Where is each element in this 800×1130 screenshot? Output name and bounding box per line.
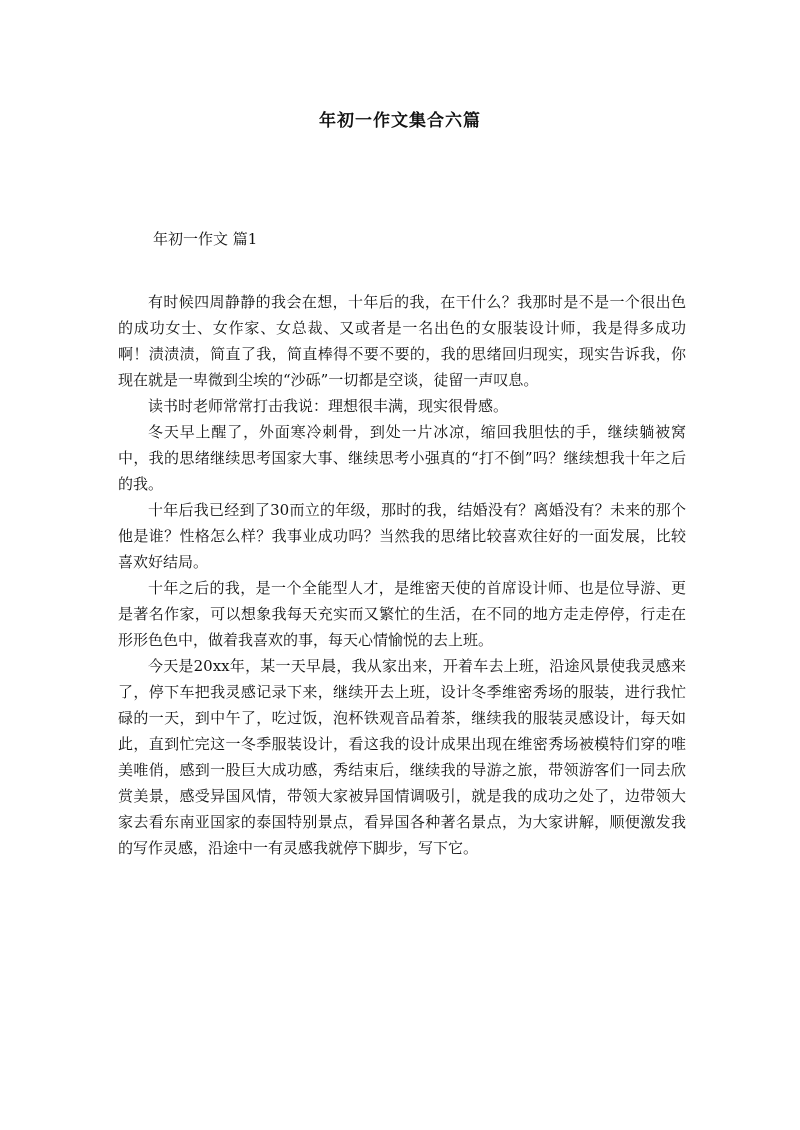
article-body (118, 289, 686, 861)
paragraph: 十年后我已经到了30而立的年级，那时的我，结婚没有？离婚没有？未来的那个他是谁？性格怎么样？我事业成功吗？当然我的思绪比较喜欢往好的一面发展，比较喜欢好结局。 (118, 501, 686, 571)
paragraph: 冬天早上醒了，外面寒冷刺骨，到处一片冰凉，缩回我胆怯的手，继续躺被窝中，我的思绪继续思考国家大事、继续思考小强真的“打不倒”吗？继续想我十年之后的我。 (118, 423, 686, 493)
paragraph: 十年之后的我，是一个全能型人才，是维密天使的首席设计师、也是位导游、更是著名作家，可以想象我每天充实而又繁忙的生活，在不同的地方走走停停，行走在形形色色中，做着我喜欢的事，每天心情愉悦的去上班。 (118, 579, 686, 649)
paragraph: 读书时老师常常打击我说：理想很丰满，现实很骨感。 (148, 397, 509, 415)
section-heading: 年初一作文 篇1 (153, 230, 258, 248)
page-title: 年初一作文集合六篇 (319, 111, 481, 131)
paragraph: 今天是20xx年，某一天早晨，我从家出来，开着车去上班，沿途风景使我灵感来了，停下车把我灵感记录下来，继续开去上班，设计冬季维密秀场的服装，进行我忙碌的一天，到中午了，吃过饭，泡杯铁观音品着茶，继续我的服装灵感设计，每天如此，直到忙完这一冬季服装设计，看这我的设计成果出现在维密秀场被模特们穿的唯美唯俏，感到一股巨大成功感，秀结束后，继续我的导游之旅，带领游客们一同去欣赏美景，感受异国风情，带领大家被异国情调吸引，就是我的成功之处了，边带领大家去看东南亚国家的泰国特别景点，看异国各种著名景点，为大家讲解，顺便激发我的写作灵感，沿途中一有灵感我就停下脚步，写下它。 (118, 657, 686, 857)
paragraph: 有时候四周静静的我会在想，十年后的我，在干什么？我那时是不是一个很出色的成功女士、女作家、女总裁、又或者是一名出色的女服装设计师，我是得多成功啊！渍渍渍，简直了我，简直棒得不要不要的，我的思绪回归现实，现实告诉我，你现在就是一卑微到尘埃的“沙砾”一切都是空谈，徒留一声叹息。 (118, 293, 686, 389)
